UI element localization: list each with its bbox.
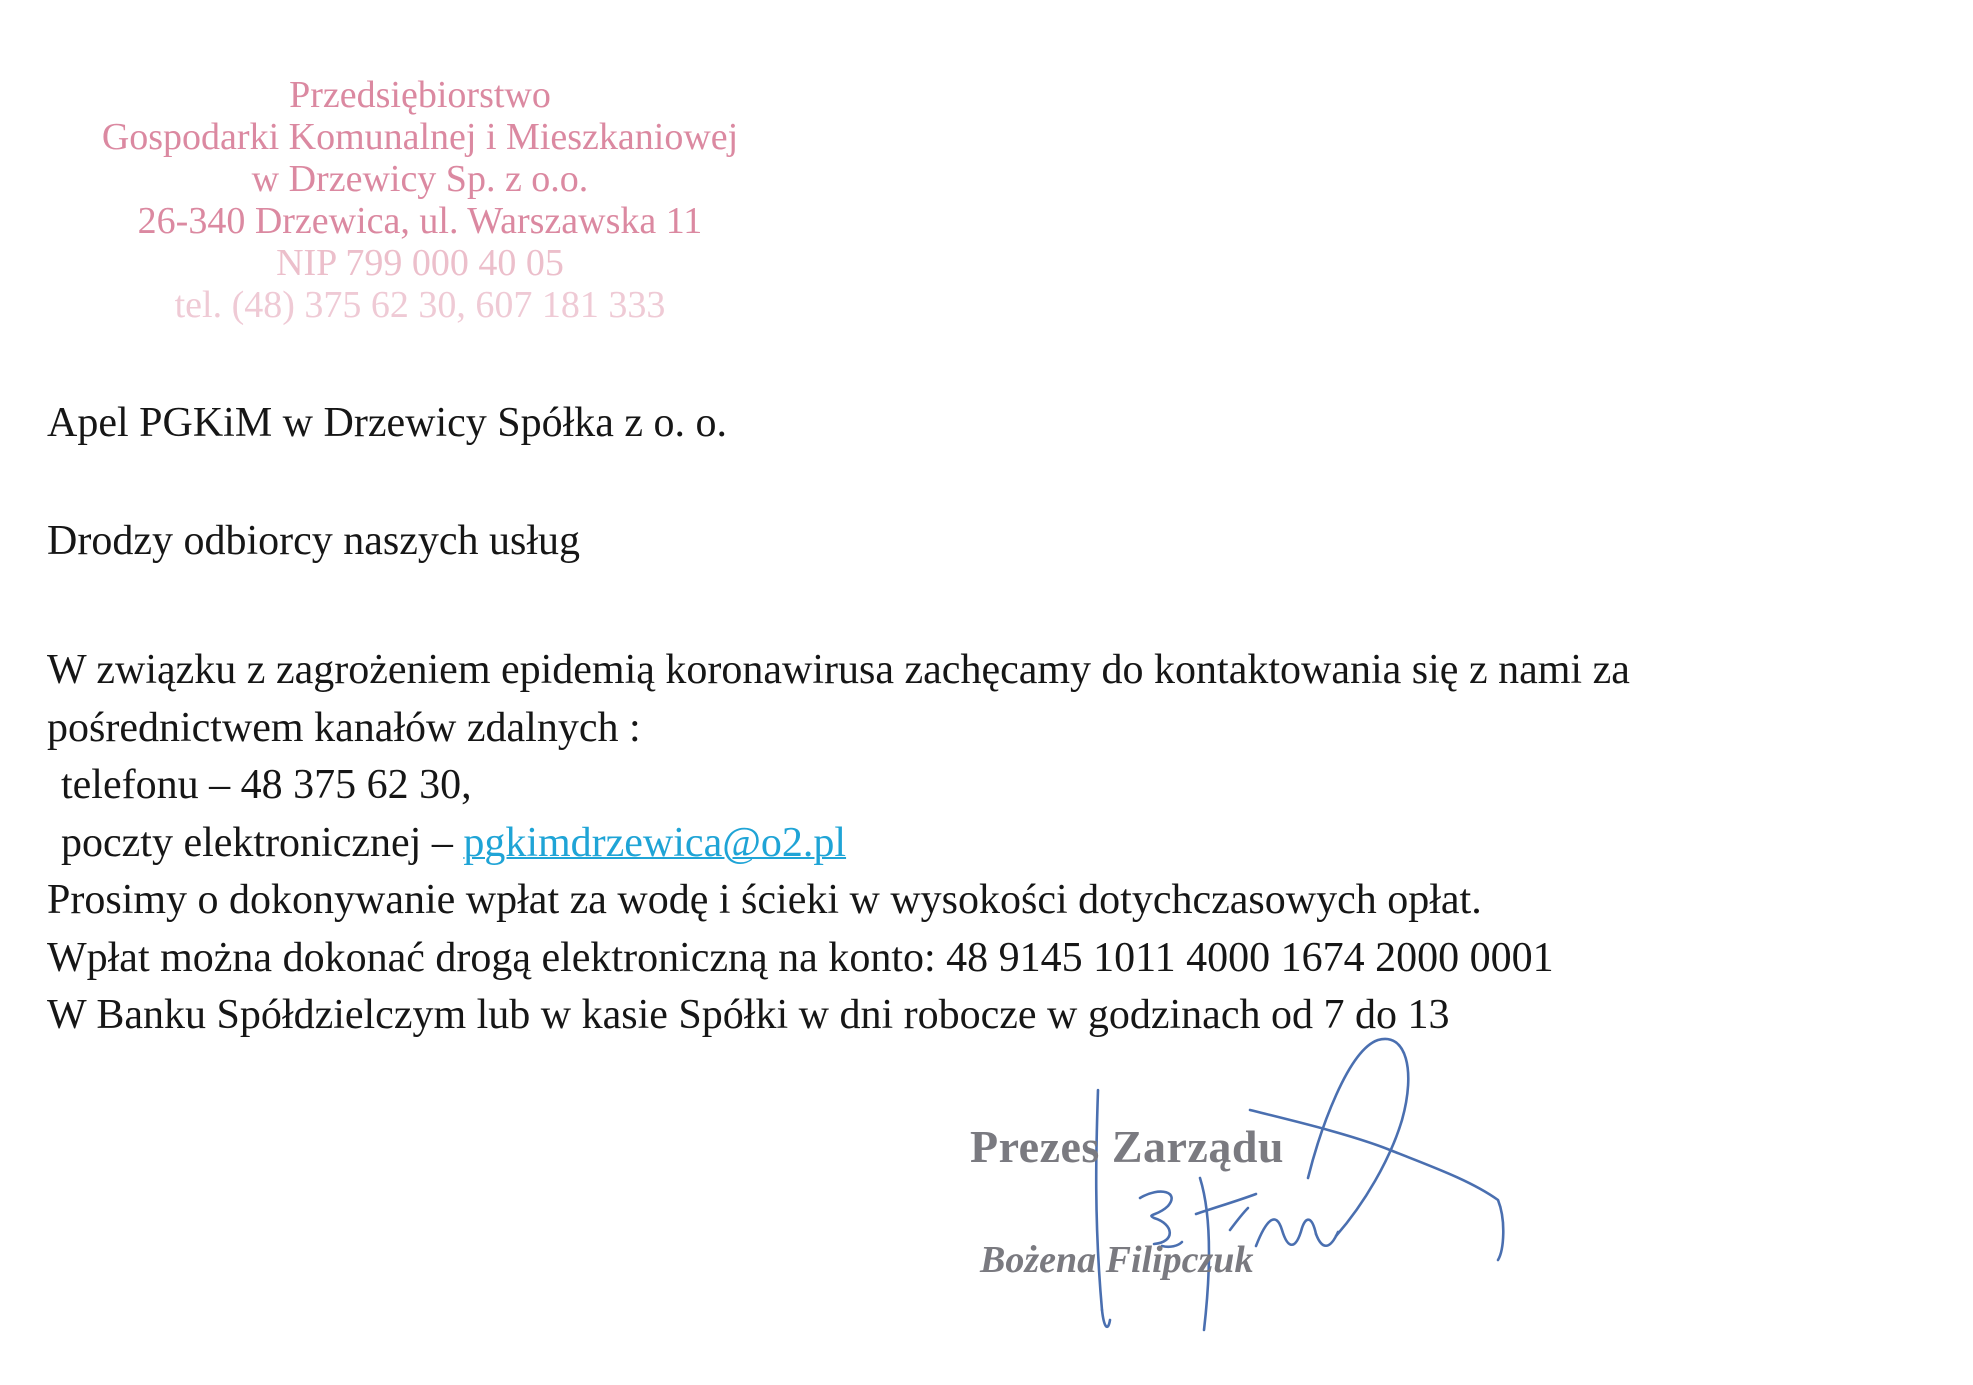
letter-greeting: Drodzy odbiorcy naszych usług [47,518,581,564]
signature-name: Bożena Filipczuk [980,1239,1254,1281]
email-prefix: poczty elektronicznej – [61,819,464,866]
payment-request: Prosimy o dokonywanie wpłat za wodę i ścieki w wysokości dotychczasowych opłat. [47,877,1482,923]
handwritten-signature [1050,1010,1520,1350]
paragraph-line-1: W związku z zagrożeniem epidemią koronawirusa zachęcamy do kontaktowania się z nami za [47,647,1630,693]
paragraph-line-2: pośrednictwem kanałów zdalnych : [47,704,641,751]
stamp-line-company-location: w Drzewicy Sp. z o.o. [251,158,589,200]
stamp-line-company-type: Przedsiębiorstwo [289,74,551,116]
stamp-line-company-name: Gospodarki Komunalnej i Mieszkaniowej [101,116,739,158]
company-stamp [60,74,780,326]
payment-places: W Banku Spółdzielczym lub w kasie Spółki w dni robocze w godzinach od 7 do 13 [47,992,1450,1038]
letter-body [47,398,1947,1045]
email-contact [47,815,1947,873]
email-link[interactable]: pgkimdrzewica@o2.pl [463,819,847,866]
stamp-line-phone: tel. (48) 375 62 30, 607 181 333 [174,284,666,326]
stamp-line-nip: NIP 799 000 40 05 [276,242,564,284]
letter-content [47,642,1947,1045]
stamp-line-address: 26-340 Drzewica, ul. Warszawska 11 [137,200,703,242]
phone-contact: telefonu – 48 375 62 30, [61,762,472,808]
letter-heading: Apel PGKiM w Drzewicy Spółka z o. o. [47,400,728,446]
signature-title: Prezes Zarządu [970,1121,1285,1172]
payment-account: Wpłat można dokonać drogą elektroniczną na konto: 48 9145 1011 4000 1674 2000 0001 [47,934,1554,981]
